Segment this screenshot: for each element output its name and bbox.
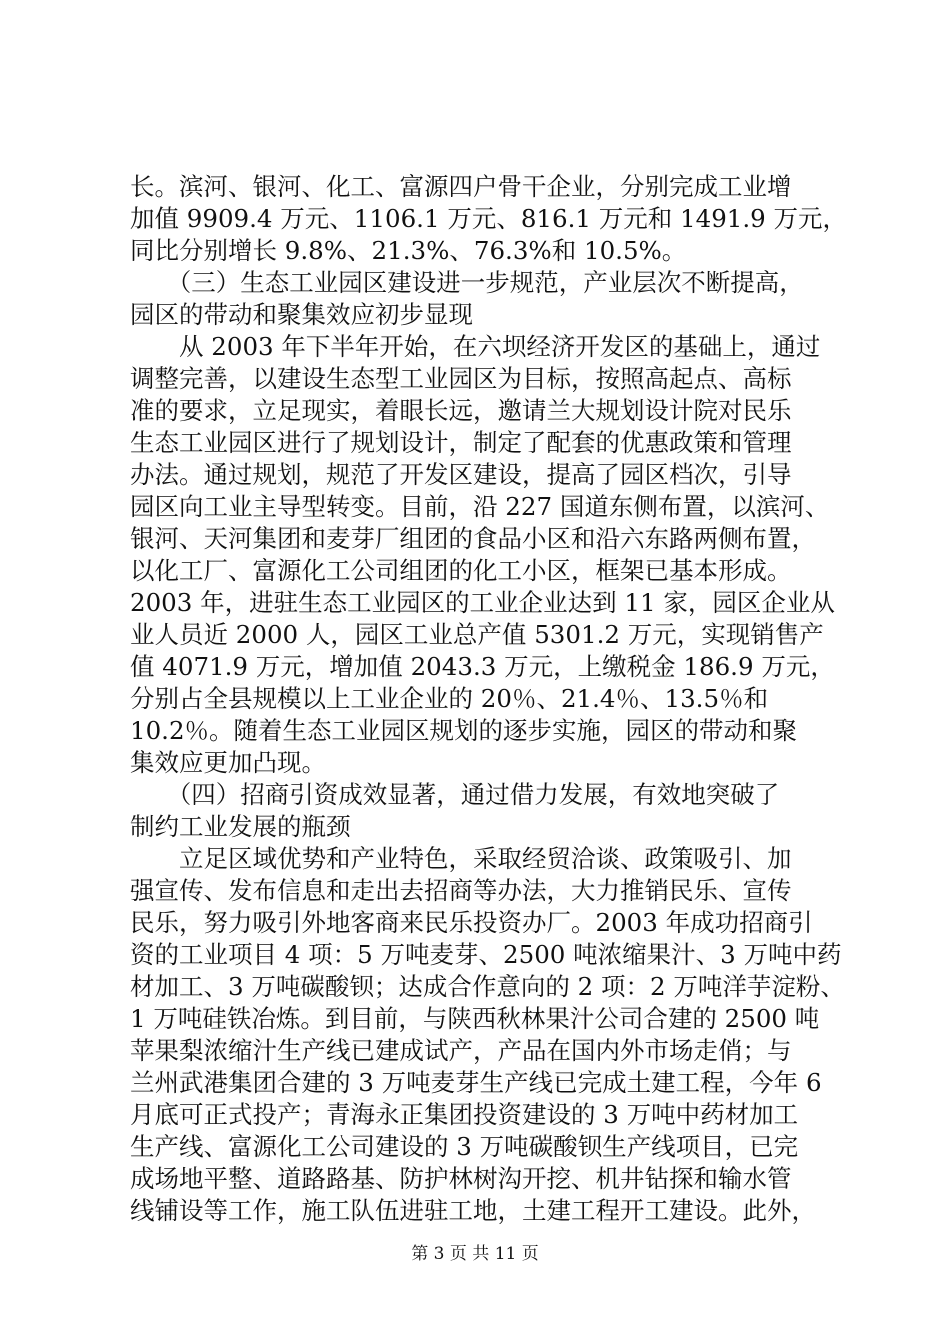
text-line: 加值 9909.4 万元、1106.1 万元、816.1 万元和 1491.9 万元， [130,204,848,233]
text-line: 长。滨河、银河、化工、富源四户骨干企业，分别完成工业增 [130,172,792,201]
text-line: 兰州武港集团合建的 3 万吨麦芽生产线已完成土建工程，今年 6 [130,1068,822,1097]
text-line: 民乐，努力吸引外地客商来民乐投资办厂。2003 年成功招商引 [130,908,813,937]
text-line: 资的工业项目 4 项：5 万吨麦芽、2500 吨浓缩果汁、3 万吨中药 [130,940,842,969]
section-heading-line: （四）招商引资成效显著，通过借力发展，有效地突破了 [130,780,780,809]
text-line: 办法。通过规划，规范了开发区建设，提高了园区档次，引导 [130,460,792,489]
text-line: 园区向工业主导型转变。目前，沿 227 国道东侧布置，以滨河、 [130,492,830,521]
text-line: 准的要求，立足现实，着眼长远，邀请兰大规划设计院对民乐 [130,396,792,425]
text-line: 同比分别增长 9.8%、21.3%、76.3%和 10.5%。 [130,236,687,265]
text-line: 10.2％。随着生态工业园区规划的逐步实施，园区的带动和聚 [130,716,798,745]
text-line: 材加工、3 万吨碳酸钡；达成合作意向的 2 项：2 万吨洋芋淀粉、 [130,972,845,1001]
text-line: 生态工业园区进行了规划设计，制定了配套的优惠政策和管理 [130,428,792,457]
text-line: 调整完善，以建设生态型工业园区为目标，按照高起点、高标 [130,364,792,393]
text-line: 线铺设等工作，施工队伍进驻工地，土建工程开工建设。此外， [130,1196,816,1225]
text-line: 月底可正式投产；青海永正集团投资建设的 3 万吨中药材加工 [130,1100,799,1129]
text-line: 1 万吨硅铁冶炼。到目前，与陕西秋林果汁公司合建的 2500 吨 [130,1004,820,1033]
text-line: 业人员近 2000 人，园区工业总产值 5301.2 万元，实现销售产 [130,620,824,649]
page-number-footer: 第 3 页 共 11 页 [411,1244,539,1264]
text-line: 2003 年，进驻生态工业园区的工业企业达到 11 家，园区企业从 [130,588,835,617]
section-heading-line: （三）生态工业园区建设进一步规范，产业层次不断提高， [130,268,804,297]
text-line: 生产线、富源化工公司建设的 3 万吨碳酸钡生产线项目，已完 [130,1132,799,1161]
text-line: 强宣传、发布信息和走出去招商等办法，大力推销民乐、宣传 [130,876,792,905]
text-line: 值 4071.9 万元，增加值 2043.3 万元，上缴税金 186.9 万元， [130,652,835,681]
text-line: 分别占全县规模以上工业企业的 20％、21.4％、13.5％和 [130,684,769,713]
text-line: 从 2003 年下半年开始，在六坝经济开发区的基础上，通过 [130,332,821,361]
section-heading-line: 园区的带动和聚集效应初步显现 [130,300,473,329]
text-line: 苹果梨浓缩汁生产线已建成试产，产品在国内外市场走俏；与 [130,1036,792,1065]
text-line: 以化工厂、富源化工公司组团的化工小区，框架已基本形成。 [130,556,792,585]
text-line: 成场地平整、道路路基、防护林树沟开挖、机井钻探和输水管 [130,1164,792,1193]
text-line: 银河、天河集团和麦芽厂组团的食品小区和沿六东路两侧布置， [130,524,816,553]
section-heading-line: 制约工业发展的瓶颈 [130,812,351,841]
text-line: 集效应更加凸现。 [130,748,326,777]
text-line: 立足区域优势和产业特色，采取经贸洽谈、政策吸引、加 [130,844,792,873]
